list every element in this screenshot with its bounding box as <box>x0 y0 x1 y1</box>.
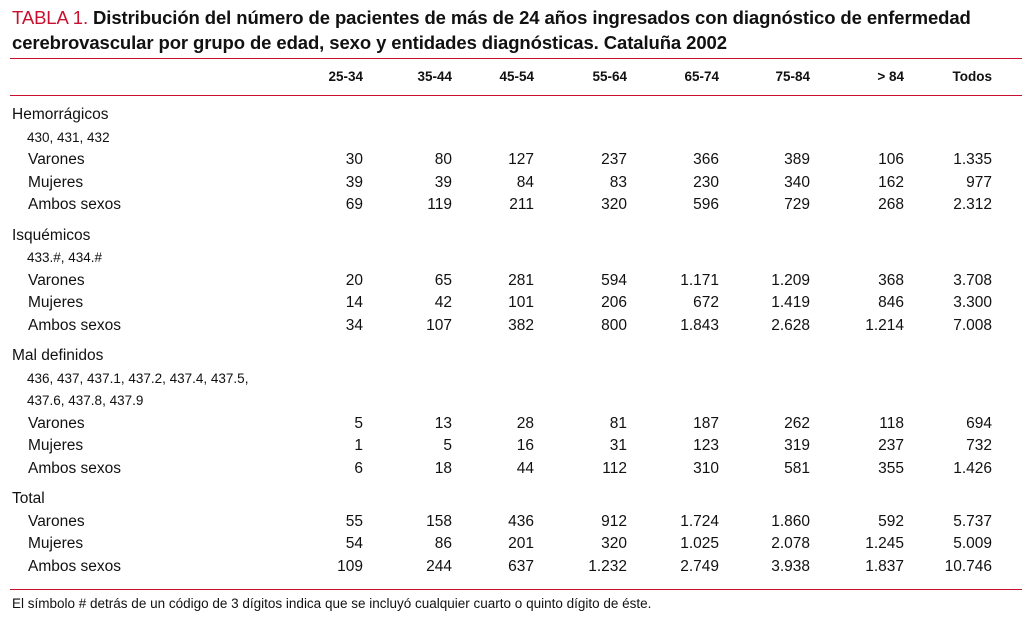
table-cell: 31 <box>609 437 627 454</box>
table-cell: 800 <box>601 316 627 334</box>
table-cell: 230 <box>693 173 719 191</box>
table-cell: 2.312 <box>953 196 992 213</box>
table-cell: 1.232 <box>588 557 627 575</box>
table-cell: 80 <box>434 151 452 168</box>
column-header: Todos <box>952 69 992 84</box>
table-cell: 83 <box>609 173 627 191</box>
table-cell: 5 <box>443 437 452 454</box>
table-row <box>10 315 1022 338</box>
table-cell: 42 <box>434 294 452 311</box>
table-cell: 281 <box>508 271 534 289</box>
table-title-text: Distribución del número de pacientes de más de 24 años ingresados con diagnóstico de enfermedad cerebrovascular por grupo de edad, sexo y entidades diagnósticas. Cataluña 2002 <box>12 7 971 53</box>
table-cell: 1 <box>354 437 363 454</box>
table-row <box>10 172 1022 195</box>
table-row <box>10 270 1022 293</box>
group-name: Total <box>12 490 45 507</box>
table-cell: 112 <box>602 459 627 477</box>
row-label: Varones <box>28 414 85 432</box>
table-cell: 118 <box>879 414 904 432</box>
table-cell: 86 <box>434 535 452 552</box>
table-cell: 846 <box>878 294 904 311</box>
group-row <box>10 337 1022 368</box>
table-cell: 1.724 <box>680 512 719 530</box>
table-cell: 119 <box>427 196 452 213</box>
table-row <box>10 292 1022 315</box>
table-cell: 107 <box>426 316 452 334</box>
table-cell: 55 <box>345 512 363 530</box>
table-cell: 389 <box>784 151 810 168</box>
codes-row <box>10 368 1022 391</box>
table-cell: 1.335 <box>953 151 992 168</box>
table-cell: 54 <box>345 535 363 552</box>
table-cell: 1.245 <box>865 535 904 552</box>
table-cell: 672 <box>693 294 719 311</box>
table-cell: 596 <box>693 196 719 213</box>
table-cell: 694 <box>966 414 992 432</box>
table-cell: 5 <box>354 414 363 432</box>
table-cell: 262 <box>784 414 810 432</box>
table-cell: 310 <box>693 459 719 477</box>
table-cell: 162 <box>878 173 904 191</box>
row-label: Ambos sexos <box>28 459 122 477</box>
table-cell: 14 <box>345 294 363 311</box>
group-name: Mal definidos <box>12 347 104 364</box>
table-cell: 16 <box>516 437 534 454</box>
row-label: Varones <box>28 512 85 530</box>
group-row <box>10 95 1022 127</box>
table-cell: 1.025 <box>680 535 719 552</box>
table-cell: 1.419 <box>771 294 810 311</box>
table-cell: 3.300 <box>953 294 992 311</box>
column-header: > 84 <box>877 69 904 84</box>
table-cell: 368 <box>878 271 904 289</box>
table-header <box>10 58 1022 95</box>
table-cell: 581 <box>784 459 810 477</box>
table-cell: 592 <box>878 512 904 530</box>
table-cell: 2.749 <box>680 557 719 575</box>
table-cell: 5.009 <box>953 535 992 552</box>
row-label: Mujeres <box>28 173 84 191</box>
group-row <box>10 217 1022 248</box>
table-cell: 6 <box>354 459 363 477</box>
table-title-label: TABLA 1. <box>12 7 88 28</box>
table-cell: 158 <box>426 512 452 530</box>
table-cell: 340 <box>784 173 810 191</box>
header-spacer <box>10 58 290 95</box>
header-row <box>10 58 1022 95</box>
table-cell: 84 <box>516 173 534 191</box>
table-row <box>10 149 1022 172</box>
row-label: Varones <box>28 151 85 168</box>
group-name: Isquémicos <box>12 226 91 244</box>
table-cell: 268 <box>878 196 904 213</box>
table-cell: 10.746 <box>944 557 992 575</box>
table-cell: 1.171 <box>680 271 719 289</box>
table-body <box>10 95 1022 578</box>
table-cell: 1.843 <box>680 316 719 334</box>
table-cell: 106 <box>878 151 904 168</box>
table-cell: 729 <box>784 196 810 213</box>
table-title <box>12 5 1017 55</box>
table-cell: 34 <box>345 316 363 334</box>
row-label: Ambos sexos <box>28 196 122 213</box>
table-cell: 109 <box>337 557 363 575</box>
table-cell: 101 <box>508 294 534 311</box>
table-cell: 39 <box>434 173 452 191</box>
table-cell: 594 <box>601 271 627 289</box>
row-label: Mujeres <box>28 437 84 454</box>
table-cell: 320 <box>601 535 627 552</box>
table-cell: 3.708 <box>953 271 992 289</box>
table-row <box>10 458 1022 481</box>
table-row <box>10 194 1022 217</box>
data-table <box>10 58 1022 578</box>
table-row <box>10 511 1022 534</box>
column-header: 35-44 <box>417 69 452 84</box>
table-cell: 2.628 <box>771 316 810 334</box>
table-cell: 69 <box>345 196 363 213</box>
table-row <box>10 435 1022 458</box>
table-cell: 366 <box>693 151 719 168</box>
group-name: Hemorrágicos <box>12 106 109 123</box>
table-cell: 5.737 <box>953 512 992 530</box>
table-cell: 2.078 <box>771 535 810 552</box>
column-header: 65-74 <box>684 69 719 84</box>
table-row <box>10 556 1022 579</box>
row-label: Ambos sexos <box>28 557 122 575</box>
row-label: Mujeres <box>28 535 84 552</box>
table-cell: 7.008 <box>953 316 992 334</box>
table-cell: 3.938 <box>771 557 810 575</box>
table-cell: 20 <box>345 271 363 289</box>
table-cell: 28 <box>516 414 534 432</box>
diagnostic-codes: 437.6, 437.8, 437.9 <box>27 393 144 408</box>
codes-row <box>10 390 1022 413</box>
diagnostic-codes: 430, 431, 432 <box>27 129 110 145</box>
table-row <box>10 413 1022 436</box>
table-cell: 39 <box>345 173 363 191</box>
row-label: Varones <box>28 271 85 289</box>
table-cell: 1.860 <box>771 512 810 530</box>
table-cell: 1.209 <box>771 271 810 289</box>
table-cell: 1.214 <box>865 316 904 334</box>
table-cell: 81 <box>609 414 627 432</box>
column-header: 25-34 <box>328 69 363 84</box>
diagnostic-codes: 436, 437, 437.1, 437.2, 437.4, 437.5, <box>27 370 249 386</box>
table-cell: 320 <box>601 196 627 213</box>
table-cell: 977 <box>966 173 992 191</box>
group-row <box>10 480 1022 511</box>
table-cell: 1.837 <box>865 557 904 575</box>
column-header: 75-84 <box>775 69 810 84</box>
table-cell: 123 <box>693 437 719 454</box>
table-cell: 355 <box>878 459 904 477</box>
table-cell: 382 <box>508 316 534 334</box>
table-row <box>10 533 1022 556</box>
bottom-rule <box>10 589 1022 590</box>
table-cell: 30 <box>345 151 363 168</box>
table-cell: 206 <box>601 294 627 311</box>
table-cell: 436 <box>508 512 534 530</box>
table-cell: 1.426 <box>953 459 992 477</box>
table-cell: 65 <box>434 271 452 289</box>
table-cell: 732 <box>966 437 992 454</box>
table-cell: 237 <box>601 151 627 168</box>
row-label: Mujeres <box>28 294 84 311</box>
table-cell: 18 <box>434 459 452 477</box>
column-header: 45-54 <box>499 69 534 84</box>
table-cell: 912 <box>601 512 627 530</box>
codes-row <box>10 127 1022 150</box>
table-cell: 244 <box>426 557 452 575</box>
table-cell: 44 <box>516 459 534 477</box>
table-cell: 201 <box>508 535 534 552</box>
table-cell: 127 <box>508 151 534 168</box>
table-cell: 237 <box>878 437 904 454</box>
diagnostic-codes: 433.#, 434.# <box>27 250 103 265</box>
footnote: El símbolo # detrás de un código de 3 dígitos indica que se incluyó cualquier cuarto o quinto dígito de éste. <box>12 596 652 611</box>
table-cell: 637 <box>508 557 534 575</box>
codes-row <box>10 247 1022 270</box>
table-cell: 319 <box>784 437 810 454</box>
table-cell: 211 <box>509 196 534 213</box>
table-cell: 13 <box>434 414 452 432</box>
column-header: 55-64 <box>592 69 627 84</box>
table-cell: 187 <box>693 414 719 432</box>
row-label: Ambos sexos <box>28 316 122 334</box>
